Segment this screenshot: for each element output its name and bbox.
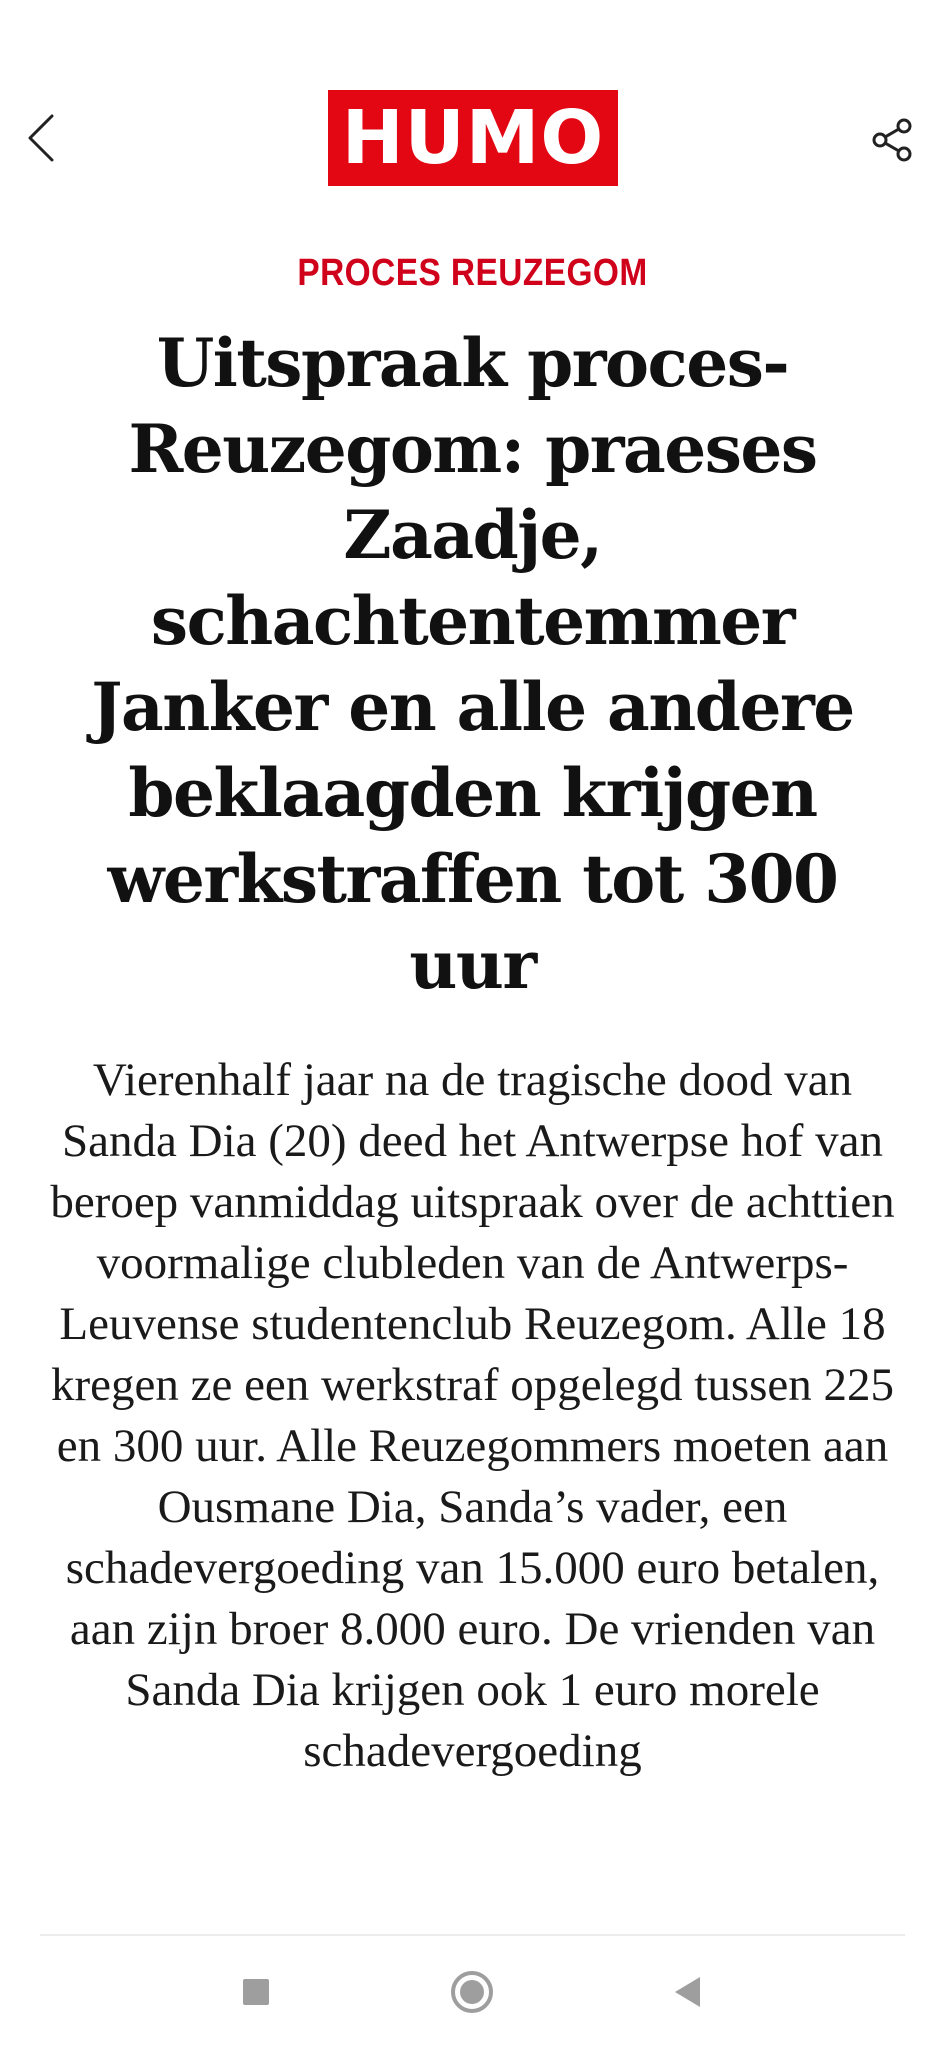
recents-button[interactable] — [232, 1968, 280, 2016]
share-button[interactable] — [868, 116, 916, 164]
back-button[interactable] — [22, 112, 62, 164]
app-header — [0, 88, 945, 188]
article-lead: Vierenhalf jaar na de tragische dood van Sanda Dia (20) deed het Antwerpse hof van beroep vanmiddag uitspraak over de achttien voormalige clubleden van de Antwerps-Leuvense studentenclub Reuzegom. Alle 18 kregen ze een werkstraf opgelegd tussen 225 en 300 uur. Alle Reuzegommers moeten aan Ousmane Dia, Sanda’s vader, een schadevergoeding van 15.000 euro betalen, aan zijn broer 8.000 euro. De vrienden van Sanda Dia krijgen ook 1 euro morele schadevergoeding — [50, 1054, 895, 1777]
share-icon — [868, 116, 916, 164]
humo-logo[interactable] — [328, 90, 618, 186]
home-button[interactable] — [448, 1968, 496, 2016]
system-navigation-bar — [0, 1960, 945, 2020]
chevron-left-icon — [22, 112, 62, 164]
article-headline: Uitspraak proces-Reuzegom: praeses Zaadje, schachtentemmer Janker en alle andere beklaagden krijgen werkstraffen tot 300 uur — [91, 324, 854, 1004]
article-kicker[interactable]: PROCES REUZEGOM — [297, 252, 648, 294]
triangle-back-icon — [664, 1968, 712, 2016]
divider — [40, 1934, 905, 1936]
circle-icon — [448, 1968, 496, 2016]
system-back-button[interactable] — [664, 1968, 712, 2016]
square-icon — [232, 1968, 280, 2016]
logo-text: HUMO — [341, 95, 605, 181]
